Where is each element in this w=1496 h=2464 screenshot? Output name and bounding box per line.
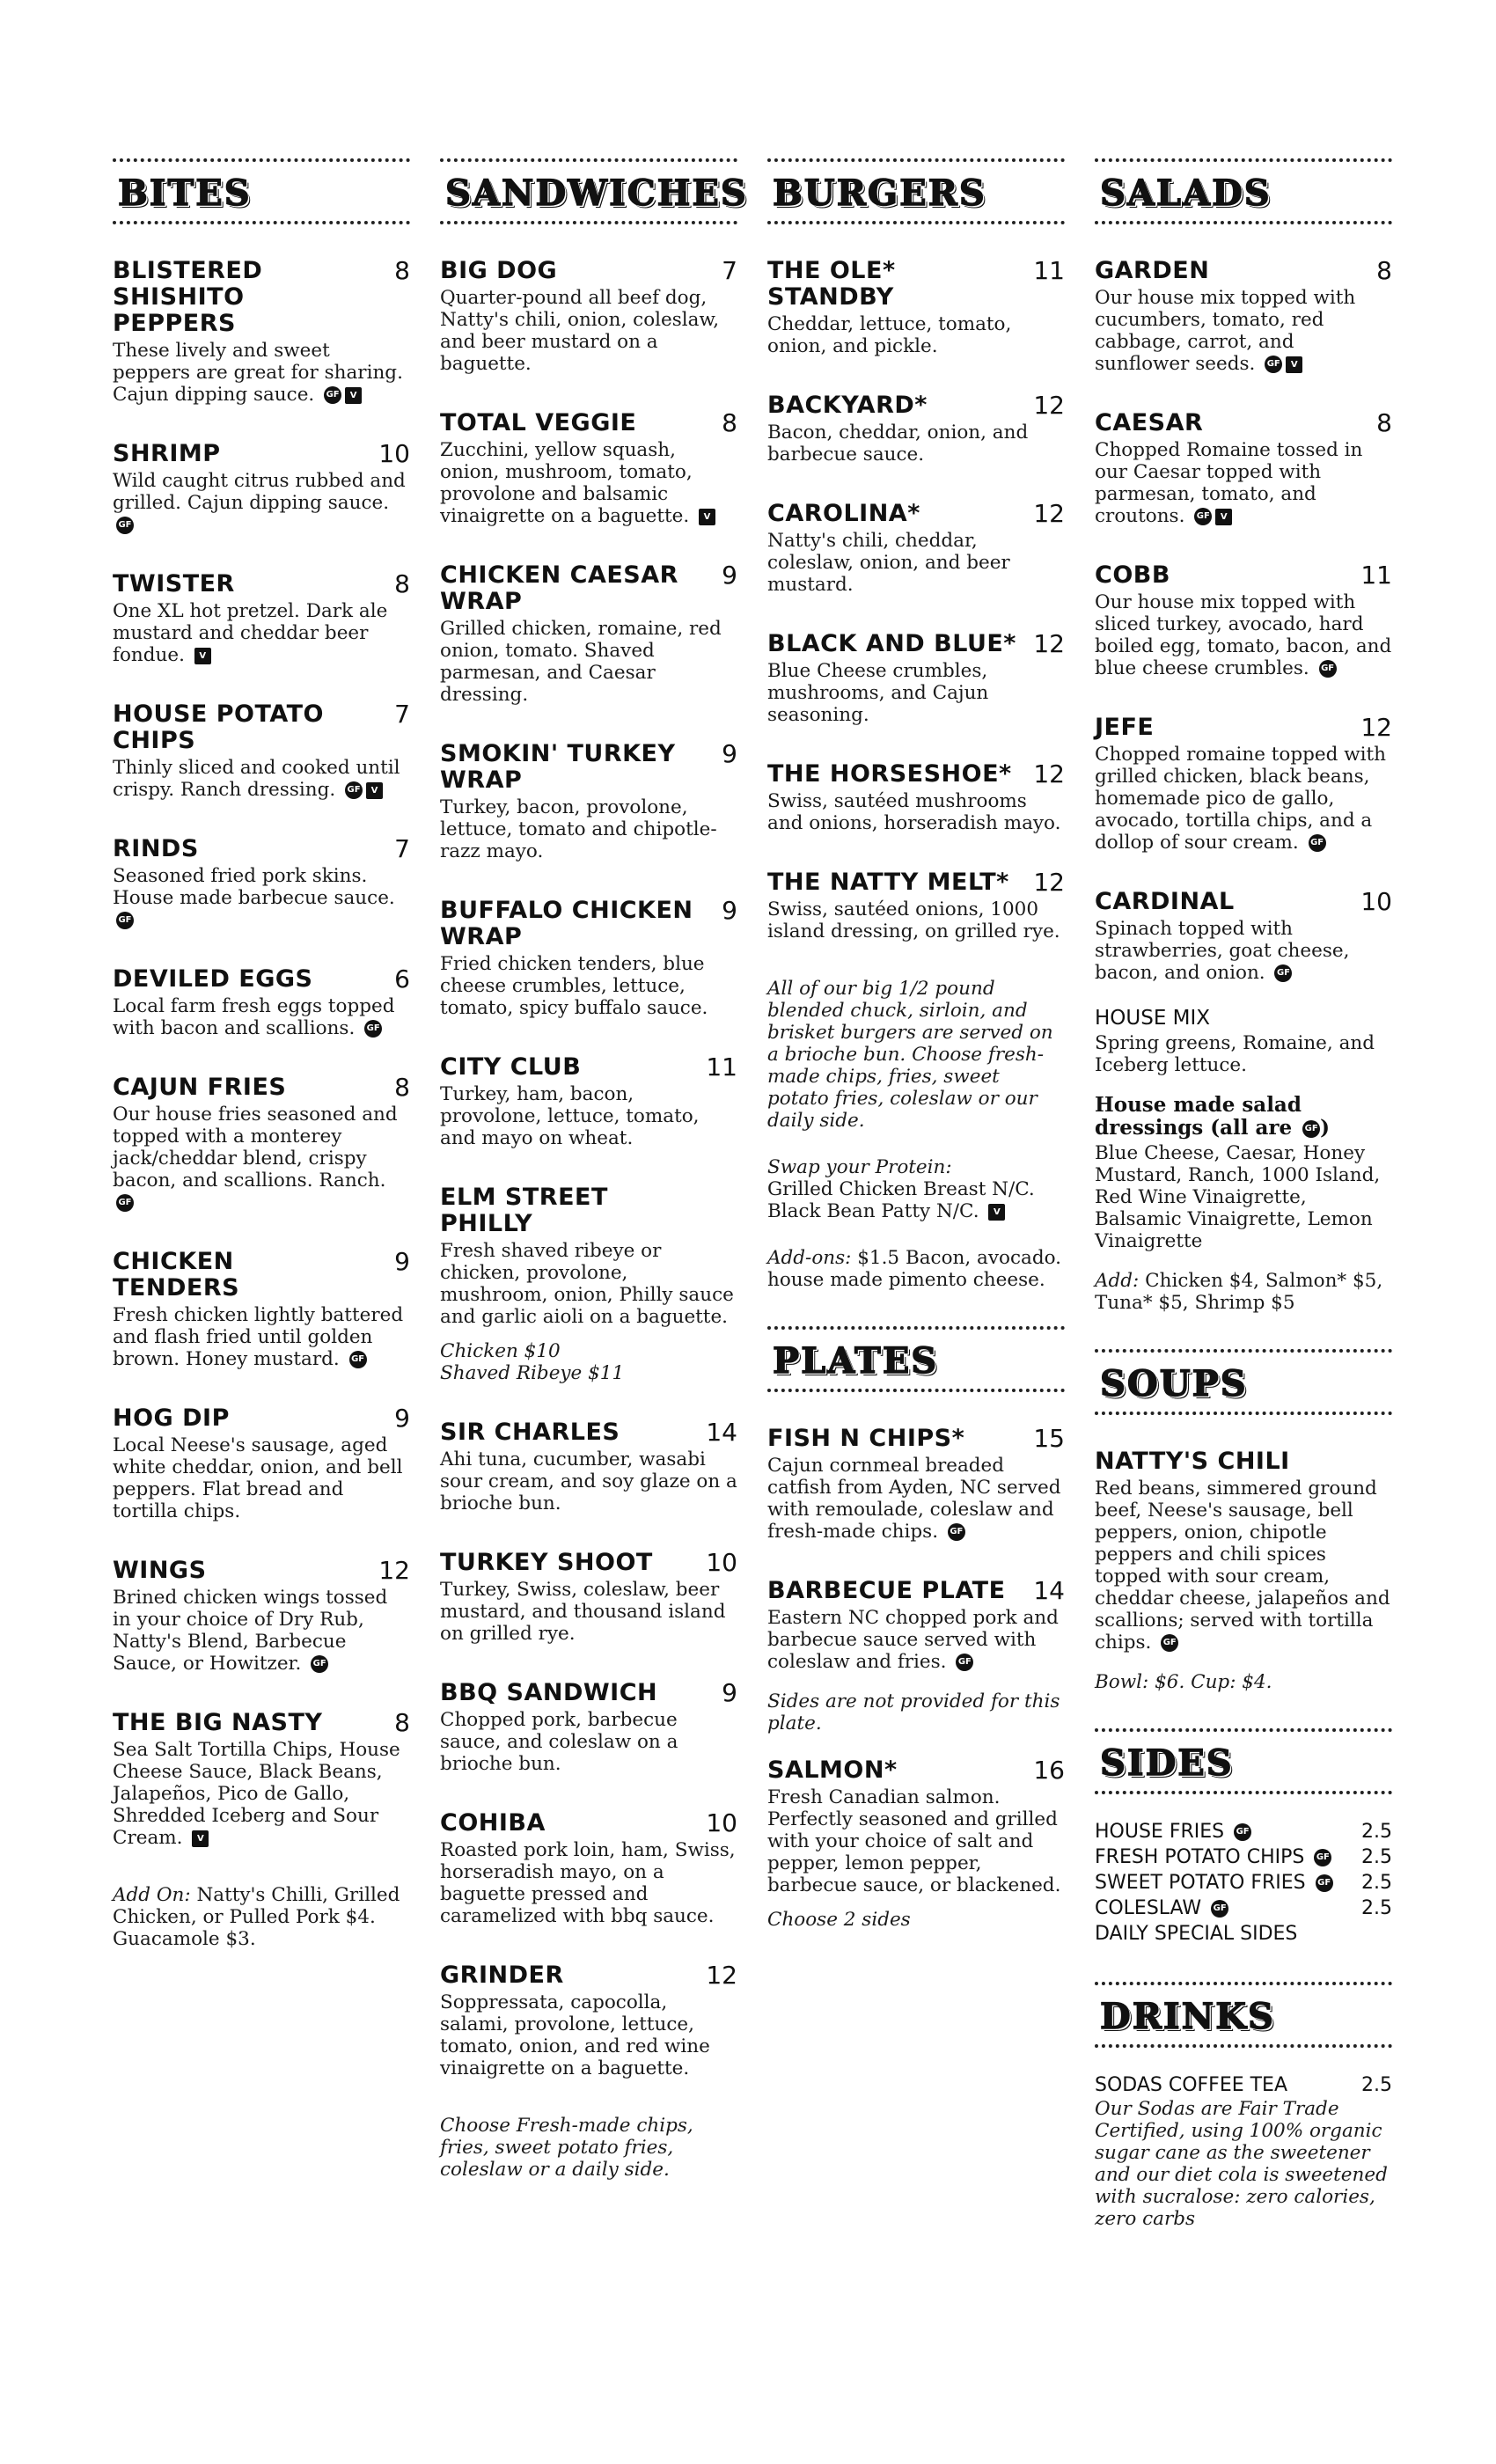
menu-item [440, 741, 737, 862]
item-name: BARBECUE PLATE [767, 1577, 1006, 1604]
drink-item [1095, 2072, 1392, 2098]
item-price: 7 [394, 700, 410, 729]
item-name: CHICKEN TENDERS [113, 1248, 240, 1302]
item-description: Red beans, simmered ground beef, Neese's sausage, bell peppers, onion, chipotle peppers and chili spices topped with sour cream, cheddar cheese, jalapeños and scallions; served with tortilla chips. [1095, 1478, 1390, 1654]
menu-item [113, 701, 410, 801]
menu-item [113, 441, 410, 536]
gluten-free-icon: GF [1194, 508, 1212, 525]
item-name: BIG DOG [440, 257, 558, 284]
item-price: 11 [1360, 561, 1392, 590]
item-description: Cheddar, lettuce, tomato, onion, and pickle. [767, 313, 1012, 357]
section-title: SALADS [1100, 172, 1272, 214]
item-price: 16 [1033, 1756, 1065, 1785]
section-sandwiches [440, 158, 748, 2181]
salad-add-ons [1095, 1270, 1392, 1314]
burgers-note: All of our big 1/2 pound blended chuck, sirloin, and brisket burgers are served on a brioche bun. Choose fresh-made chips, fries, sweet potato fries, coleslaw or our daily side. [767, 978, 1053, 1132]
menu-item [440, 1184, 737, 1384]
item-name: SIR CHARLES [440, 1419, 620, 1446]
item-description: Our house mix topped with cucumbers, tomato, red cabbage, carrot, and sunflower seeds. [1095, 287, 1356, 375]
menu-item [113, 1710, 410, 1849]
menu-item [1095, 562, 1392, 679]
item-name: FISH N CHIPS* [767, 1425, 965, 1452]
item-description: Cajun cornmeal breaded catfish from Ayden, NC served with remoulade, coleslaw and fresh-made chips. [767, 1455, 1061, 1543]
gluten-free-icon: GF [1274, 964, 1292, 982]
item-description: Turkey, bacon, provolone, lettuce, tomato and chipotle-razz mayo. [440, 796, 717, 862]
item-description: Brined chicken wings tossed in your choice of Dry Rub, Natty's Blend, Barbecue Sauce, or Howitzer. [113, 1587, 388, 1675]
item-price: 10 [1360, 887, 1392, 916]
side-name: SWEET POTATO FRIES [1095, 1872, 1306, 1894]
section-soups [1095, 1349, 1392, 1693]
menu-item [1095, 1448, 1392, 1654]
gluten-free-icon: GF [1309, 834, 1326, 852]
item-price: 12 [1033, 759, 1065, 788]
gluten-free-icon: GF [956, 1654, 973, 1671]
section-header [113, 158, 410, 224]
item-description: Our house fries seasoned and topped with a monterey jack/cheddar blend, crispy bacon, and scallions. Ranch. [113, 1104, 398, 1192]
section-title: SOUPS [1100, 1363, 1248, 1404]
gluten-free-icon: GF [1316, 1874, 1333, 1892]
item-price: 10 [378, 439, 410, 468]
vegetarian-icon: V [988, 1204, 1005, 1221]
menu-item [440, 1962, 737, 2079]
menu-item [440, 1054, 737, 1149]
item-description: Bacon, cheddar, onion, and barbecue sauce. [767, 422, 1029, 466]
item-price: 12 [378, 1556, 410, 1585]
section-header [767, 1326, 1065, 1392]
gluten-free-icon: GF [1319, 660, 1337, 678]
item-description: Wild caught citrus rubbed and grilled. Cajun dipping sauce. [113, 470, 406, 514]
item-description: Turkey, ham, bacon, provolone, lettuce, tomato, and mayo on wheat. [440, 1083, 700, 1149]
item-price: 9 [394, 1247, 410, 1276]
side-item [1095, 1844, 1392, 1870]
menu-item [767, 1578, 1065, 1673]
item-name: HOUSE POTATO CHIPS [113, 700, 324, 754]
section-bites [113, 158, 410, 1950]
vegetarian-icon: V [345, 387, 362, 404]
item-description: Thinly sliced and cooked until crispy. Ranch dressing. [113, 757, 400, 801]
item-price: 8 [394, 256, 410, 285]
side-item [1095, 1921, 1392, 1947]
item-price: 8 [394, 569, 410, 598]
item-price: 9 [722, 1678, 737, 1707]
item-price: 9 [722, 561, 737, 590]
gluten-free-icon: GF [345, 781, 363, 799]
drink-name: SODAS COFFEE TEA [1095, 2074, 1288, 2096]
menu-item [113, 1074, 410, 1214]
swap-protein [767, 1156, 1065, 1222]
section-header [1095, 1349, 1392, 1415]
swap-label: Swap your Protein: [767, 1156, 952, 1178]
item-price: 8 [1376, 256, 1392, 285]
vegetarian-icon: V [1215, 509, 1232, 525]
item-name: GRINDER [440, 1962, 564, 1989]
item-price: 15 [1033, 1424, 1065, 1453]
item-description: Our house mix topped with sliced turkey, avocado, hard boiled egg, tomato, bacon, and blue cheese crumbles. [1095, 591, 1392, 679]
dressings-title-close: ) [1320, 1116, 1331, 1140]
burger-addons [767, 1247, 1065, 1291]
dressings-title: House made salad dressings (all are [1095, 1093, 1302, 1140]
item-name: BACKYARD* [767, 392, 928, 419]
swap-option: Black Bean Patty N/C. [767, 1200, 979, 1222]
gluten-free-icon: GF [948, 1523, 965, 1541]
item-description: Local farm fresh eggs topped with bacon and scallions. [113, 995, 395, 1039]
add-label: Add: [1095, 1270, 1140, 1292]
item-price: 12 [706, 1961, 737, 1990]
menu-item [440, 1680, 737, 1775]
menu-item [113, 966, 410, 1039]
item-price: 8 [722, 408, 737, 437]
item-name: NATTY'S CHILI [1095, 1448, 1290, 1475]
menu-item [440, 258, 737, 375]
menu-item [440, 410, 737, 527]
item-description: These lively and sweet peppers are great for sharing. Cajun dipping sauce. [113, 340, 403, 406]
item-name: THE HORSESHOE* [767, 760, 1012, 788]
philly-chicken-price: Chicken $10 [440, 1340, 561, 1362]
menu-item [440, 898, 737, 1019]
gluten-free-icon: GF [1234, 1823, 1251, 1841]
item-description: Fresh Canadian salmon. Perfectly seasoned and grilled with your choice of salt and pepper, lemon pepper, barbecue sauce, or blackened. [767, 1786, 1061, 1896]
item-price: 12 [1033, 499, 1065, 528]
section-header [440, 158, 748, 224]
menu-item [440, 1810, 737, 1927]
item-name: TURKEY SHOOT [440, 1549, 653, 1576]
item-description: Spinach topped with strawberries, goat cheese, bacon, and onion. [1095, 918, 1350, 984]
addons-text: $1.5 Bacon, avocado. house made pimento cheese. [767, 1247, 1061, 1291]
item-price: 11 [1033, 256, 1065, 285]
column-sandwiches [440, 158, 748, 2216]
side-price: 2.5 [1361, 1821, 1392, 1843]
house-mix [1095, 1007, 1392, 1076]
sandwiches-footer-note: Choose Fresh-made chips, fries, sweet potato fries, coleslaw or a daily side. [440, 2115, 693, 2181]
item-name: CAROLINA* [767, 500, 920, 527]
item-description: Fresh shaved ribeye or chicken, provolone, mushroom, onion, Philly sauce and garlic aioli on a baguette. [440, 1240, 734, 1328]
item-description: Ahi tuna, cucumber, wasabi sour cream, and soy glaze on a brioche bun. [440, 1448, 737, 1514]
menu-item [440, 562, 737, 706]
item-price: 12 [1033, 629, 1065, 658]
menu-item [113, 1249, 410, 1370]
item-price: 12 [1033, 868, 1065, 897]
item-price: 11 [706, 1052, 737, 1082]
item-price: 6 [394, 964, 410, 994]
item-price: 9 [722, 739, 737, 768]
item-name: SMOKIN' TURKEY WRAP [440, 740, 676, 794]
item-description: Soppressata, capocolla, salami, provolone, lettuce, tomato, onion, and red wine vinaigrette on a baguette. [440, 1991, 710, 2079]
swap-option: Grilled Chicken Breast N/C. [767, 1178, 1035, 1200]
gluten-free-icon: GF [311, 1655, 328, 1673]
item-description: Local Neese's sausage, aged white cheddar, onion, and bell peppers. Flat bread and tortilla chips. [113, 1434, 403, 1522]
menu-item [767, 869, 1065, 942]
menu-item [767, 1426, 1065, 1543]
item-description: Grilled chicken, romaine, red onion, tomato. Shaved parmesan, and Caesar dressing. [440, 618, 722, 706]
house-mix-title: HOUSE MIX [1095, 1007, 1211, 1030]
menu-item [113, 1558, 410, 1675]
item-description: One XL hot pretzel. Dark ale mustard and cheddar beer fondue. [113, 600, 388, 666]
add-text: Chicken $4, Salmon* $5, Tuna* $5, Shrimp $5 [1095, 1270, 1383, 1314]
item-name: THE NATTY MELT* [767, 869, 1009, 896]
column-bites [113, 158, 410, 1985]
item-price: 9 [722, 896, 737, 925]
item-name: SHRIMP [113, 440, 221, 467]
bites-addon-note [113, 1884, 410, 1950]
item-description: Fried chicken tenders, blue cheese crumbles, lettuce, tomato, spicy buffalo sauce. [440, 953, 708, 1019]
section-header [1095, 158, 1392, 224]
section-sides [1095, 1728, 1392, 1947]
section-header [1095, 1728, 1392, 1794]
item-price: 12 [1033, 391, 1065, 420]
side-item [1095, 1870, 1392, 1896]
menu-item [767, 501, 1065, 596]
vegetarian-icon: V [1286, 356, 1302, 373]
item-price: 14 [706, 1418, 737, 1447]
menu-item [767, 761, 1065, 834]
item-description: Swiss, sautéed mushrooms and onions, horseradish mayo. [767, 790, 1061, 834]
menu-item [113, 571, 410, 666]
item-description: Chopped Romaine tossed in our Caesar topped with parmesan, tomato, and croutons. [1095, 439, 1363, 527]
menu-item [113, 1405, 410, 1522]
plates-choose-note: Choose 2 sides [767, 1909, 911, 1931]
item-name: THE BIG NASTY [113, 1709, 323, 1736]
soup-price-note: Bowl: $6. Cup: $4. [1095, 1671, 1272, 1693]
dressings [1095, 1094, 1392, 1252]
menu-item [767, 258, 1065, 357]
item-name: CARDINAL [1095, 888, 1235, 915]
item-description: Chopped pork, barbecue sauce, and coleslaw on a brioche bun. [440, 1709, 678, 1775]
section-header [1095, 1982, 1392, 2048]
item-price: 7 [394, 834, 410, 863]
section-salads [1095, 158, 1392, 1314]
item-name: GARDEN [1095, 257, 1210, 284]
section-title: DRINKS [1100, 1996, 1275, 2037]
section-title: BURGERS [773, 172, 986, 214]
vegetarian-icon: V [192, 1830, 209, 1847]
item-name: CAESAR [1095, 409, 1204, 436]
item-name: CHICKEN CAESAR WRAP [440, 561, 678, 615]
menu-item [113, 258, 410, 406]
gluten-free-icon: GF [116, 1194, 134, 1212]
menu-item [1095, 715, 1392, 854]
item-name: COHIBA [440, 1809, 546, 1837]
item-price: 14 [1033, 1576, 1065, 1605]
section-header [767, 158, 1065, 224]
menu-item [440, 1550, 737, 1645]
item-name: HOG DIP [113, 1404, 230, 1432]
side-name: FRESH POTATO CHIPS [1095, 1846, 1305, 1868]
section-plates [767, 1326, 1065, 1931]
section-title: PLATES [773, 1340, 939, 1382]
side-name: COLESLAW [1095, 1897, 1202, 1919]
section-burgers [767, 158, 1065, 1291]
item-price: 8 [394, 1708, 410, 1737]
item-name: COBB [1095, 561, 1170, 589]
item-price: 8 [394, 1073, 410, 1102]
item-description: Turkey, Swiss, coleslaw, beer mustard, and thousand island on grilled rye. [440, 1579, 726, 1645]
item-description: Zucchini, yellow squash, onion, mushroom, tomato, provolone and balsamic vinaigrette on a baguette. [440, 439, 693, 527]
menu-item [767, 631, 1065, 726]
addons-label: Add-ons: [767, 1247, 852, 1269]
item-name: SALMON* [767, 1756, 898, 1784]
addon-text: Natty's Chilli, Grilled Chicken, or Pulled Pork $4. Guacamole $3. [113, 1884, 400, 1950]
gluten-free-icon: GF [1302, 1120, 1320, 1138]
item-name: THE OLE* STANDBY [767, 257, 896, 311]
side-name: DAILY SPECIAL SIDES [1095, 1923, 1298, 1945]
item-name: JEFE [1095, 714, 1155, 741]
item-description: Sea Salt Tortilla Chips, House Cheese Sauce, Black Beans, Jalapeños, Pico de Gallo, Shredded Iceberg and Sour Cream. [113, 1739, 400, 1849]
gluten-free-icon: GF [116, 912, 134, 929]
item-description: Quarter-pound all beef dog, Natty's chili, onion, coleslaw, and beer mustard on a baguette. [440, 287, 720, 375]
vegetarian-icon: V [699, 509, 715, 525]
menu-item [113, 836, 410, 931]
item-description: Chopped romaine topped with grilled chicken, black beans, homemade pico de gallo, avocado, tortilla chips, and a dollop of sour cream. [1095, 744, 1386, 854]
item-price: 8 [1376, 408, 1392, 437]
item-description: Fresh chicken lightly battered and flash fried until golden brown. Honey mustard. [113, 1304, 404, 1370]
item-price: 7 [722, 256, 737, 285]
menu-item [1095, 258, 1392, 375]
section-drinks [1095, 1982, 1392, 2230]
gluten-free-icon: GF [349, 1351, 367, 1368]
menu-item [767, 1757, 1065, 1896]
section-title: BITES [118, 172, 252, 214]
vegetarian-icon: V [194, 648, 211, 664]
column-burgers-plates [767, 158, 1065, 1966]
item-name: CITY CLUB [440, 1053, 582, 1081]
item-name: DEVILED EGGS [113, 965, 313, 993]
gluten-free-icon: GF [324, 386, 341, 404]
item-price: 9 [394, 1404, 410, 1433]
menu-item [1095, 889, 1392, 984]
philly-ribeye-price: Shaved Ribeye $11 [440, 1362, 625, 1384]
gluten-free-icon: GF [1265, 356, 1282, 373]
section-title: SANDWICHES [445, 172, 748, 214]
item-name: BBQ SANDWICH [440, 1679, 658, 1706]
item-name: TOTAL VEGGIE [440, 409, 637, 436]
gluten-free-icon: GF [1161, 1634, 1178, 1652]
gluten-free-icon: GF [1211, 1900, 1228, 1918]
addon-label: Add On: [113, 1884, 191, 1906]
side-item [1095, 1896, 1392, 1921]
item-name: RINDS [113, 835, 199, 862]
plates-sides-note: Sides are not provided for this plate. [767, 1690, 1060, 1734]
item-price: 12 [1360, 713, 1392, 742]
dressings-list: Blue Cheese, Caesar, Honey Mustard, Ranch, 1000 Island, Red Wine Vinaigrette, Balsamic Vinaigrette, Lemon Vinaigrette [1095, 1142, 1381, 1252]
side-name: HOUSE FRIES [1095, 1821, 1225, 1843]
item-description: Seasoned fried pork skins. House made barbecue sauce. [113, 865, 395, 909]
item-description: Natty's chili, cheddar, coleslaw, onion, and beer mustard. [767, 530, 1010, 596]
vegetarian-icon: V [366, 782, 383, 799]
menu-item [767, 392, 1065, 466]
item-name: BLISTERED SHISHITO PEPPERS [113, 257, 263, 337]
item-price: 10 [706, 1808, 737, 1837]
gluten-free-icon: GF [116, 517, 134, 534]
menu-item [1095, 410, 1392, 527]
item-name: CAJUN FRIES [113, 1074, 287, 1101]
item-name: BUFFALO CHICKEN WRAP [440, 897, 693, 950]
item-name: ELM STREET PHILLY [440, 1184, 608, 1237]
item-description: Eastern NC chopped pork and barbecue sauce served with coleslaw and fries. [767, 1607, 1059, 1673]
side-price: 2.5 [1361, 1897, 1392, 1919]
column-salads-soups-sides-drinks [1095, 158, 1392, 2265]
drinks-note: Our Sodas are Fair Trade Certified, using 100% organic sugar cane as the sweetener and our diet cola is sweetened with sucralose: zero calories, zero carbs [1095, 2098, 1388, 2230]
item-description: Roasted pork loin, ham, Swiss, horseradish mayo, on a baguette pressed and caramelized with bbq sauce. [440, 1839, 736, 1927]
drink-price: 2.5 [1361, 2074, 1392, 2096]
item-description: Blue Cheese crumbles, mushrooms, and Cajun seasoning. [767, 660, 989, 726]
item-name: BLACK AND BLUE* [767, 630, 1016, 657]
item-description: Swiss, sautéed onions, 1000 island dressing, on grilled rye. [767, 898, 1060, 942]
menu-item [440, 1419, 737, 1514]
side-item [1095, 1819, 1392, 1844]
item-price: 10 [706, 1548, 737, 1577]
item-name: TWISTER [113, 570, 235, 598]
side-price: 2.5 [1361, 1846, 1392, 1868]
gluten-free-icon: GF [364, 1020, 382, 1038]
side-price: 2.5 [1361, 1872, 1392, 1894]
gluten-free-icon: GF [1314, 1849, 1331, 1866]
section-title: SIDES [1100, 1742, 1234, 1784]
item-name: WINGS [113, 1557, 207, 1584]
house-mix-desc: Spring greens, Romaine, and Iceberg lettuce. [1095, 1032, 1375, 1076]
